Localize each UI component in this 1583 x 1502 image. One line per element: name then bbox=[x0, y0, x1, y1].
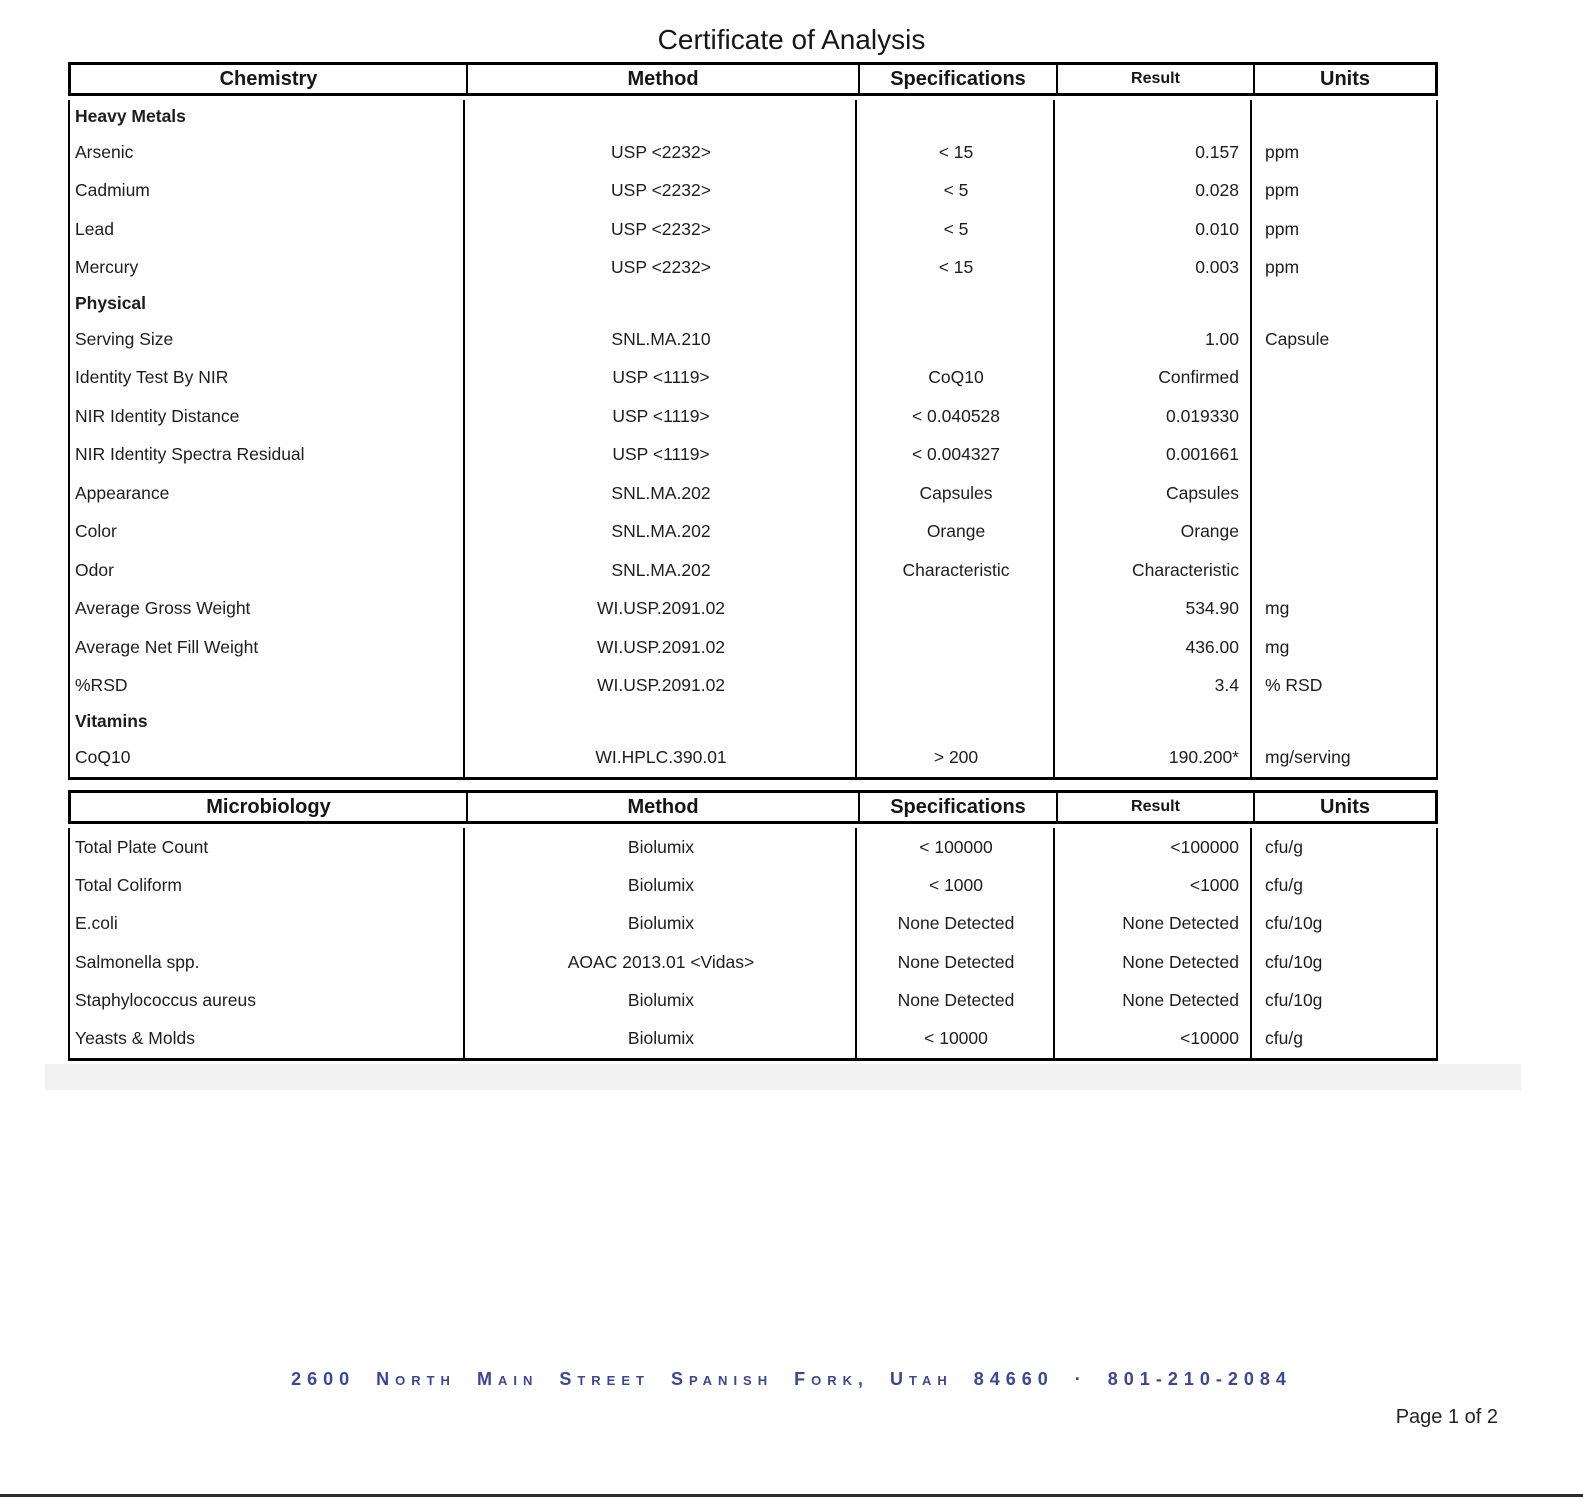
units-cell: mg bbox=[1265, 598, 1290, 619]
result-cell: 534.90 bbox=[1185, 598, 1239, 619]
column-header-specifications: Specifications bbox=[858, 793, 1056, 821]
column-header-units: Units bbox=[1253, 793, 1435, 821]
microbiology-table-body bbox=[68, 828, 1438, 1061]
spec-cell: < 5 bbox=[943, 180, 969, 201]
table-row bbox=[70, 981, 1436, 1019]
analyte-cell: Serving Size bbox=[75, 328, 174, 349]
section-row bbox=[70, 100, 1436, 133]
table-row bbox=[70, 738, 1436, 777]
table-row bbox=[70, 590, 1436, 629]
units-cell: Capsule bbox=[1265, 328, 1330, 349]
page-title: Certificate of Analysis bbox=[657, 24, 926, 55]
scan-artifact-band bbox=[45, 1064, 1521, 1090]
spec-cell: < 10000 bbox=[924, 1028, 988, 1049]
analyte-cell: Color bbox=[75, 521, 117, 542]
analyte-cell: Yeasts & Molds bbox=[75, 1028, 195, 1049]
result-cell: None Detected bbox=[1122, 913, 1239, 934]
table-row bbox=[70, 905, 1436, 943]
method-cell: Biolumix bbox=[627, 913, 695, 934]
page-number: Page 1 of 2 bbox=[1395, 1406, 1498, 1428]
analyte-cell: Salmonella spp. bbox=[75, 951, 200, 972]
section-label: Vitamins bbox=[75, 711, 148, 731]
analyte-cell: Cadmium bbox=[75, 180, 150, 201]
analyte-cell: %RSD bbox=[75, 675, 128, 696]
table-row bbox=[70, 172, 1436, 211]
result-cell: Capsules bbox=[1166, 482, 1239, 503]
units-cell: cfu/10g bbox=[1265, 989, 1323, 1010]
method-cell: USP <2232> bbox=[611, 141, 711, 162]
column-header-result: Result bbox=[1056, 793, 1253, 821]
spec-cell: Capsules bbox=[919, 482, 993, 503]
result-cell: <1000 bbox=[1189, 874, 1239, 895]
table-row bbox=[70, 359, 1436, 398]
method-cell: SNL.MA.202 bbox=[611, 482, 711, 503]
column-header-method: Method bbox=[466, 65, 858, 93]
analyte-cell: Average Gross Weight bbox=[75, 598, 251, 619]
column-divider bbox=[1250, 100, 1252, 777]
column-divider bbox=[855, 828, 857, 1058]
method-cell: Biolumix bbox=[627, 836, 695, 857]
table-row bbox=[70, 320, 1436, 359]
result-cell: Orange bbox=[1180, 521, 1239, 542]
units-cell: cfu/g bbox=[1265, 1028, 1303, 1049]
method-cell: WI.HPLC.390.01 bbox=[595, 746, 727, 767]
units-cell: % RSD bbox=[1265, 675, 1323, 696]
units-cell: cfu/10g bbox=[1265, 951, 1323, 972]
method-cell: WI.USP.2091.02 bbox=[596, 675, 726, 696]
company-address: 2600 North Main Street Spanish Fork, Utah 84660 · 801-210-2084 bbox=[291, 1369, 1292, 1389]
analyte-cell: CoQ10 bbox=[75, 746, 131, 767]
spec-cell: < 100000 bbox=[919, 836, 993, 857]
analyte-cell: Total Plate Count bbox=[75, 836, 209, 857]
method-cell: Biolumix bbox=[627, 874, 695, 895]
method-cell: USP <1119> bbox=[612, 444, 710, 465]
chemistry-table bbox=[68, 62, 1438, 780]
result-cell: 0.010 bbox=[1195, 218, 1239, 239]
spec-cell: None Detected bbox=[897, 951, 1015, 972]
table-row bbox=[70, 667, 1436, 706]
result-cell: 190.200* bbox=[1168, 746, 1239, 767]
column-divider bbox=[1053, 828, 1055, 1058]
units-cell: cfu/g bbox=[1265, 874, 1303, 895]
spec-cell: None Detected bbox=[897, 989, 1015, 1010]
analyte-cell: Appearance bbox=[75, 482, 170, 503]
analyte-cell: NIR Identity Distance bbox=[75, 405, 240, 426]
method-cell: SNL.MA.202 bbox=[611, 521, 711, 542]
result-cell: None Detected bbox=[1122, 989, 1239, 1010]
column-divider bbox=[855, 100, 857, 777]
table-row bbox=[70, 436, 1436, 475]
table-row bbox=[70, 249, 1436, 288]
table-row bbox=[70, 397, 1436, 436]
result-cell: <100000 bbox=[1170, 836, 1239, 857]
analyte-cell: Staphylococcus aureus bbox=[75, 989, 256, 1010]
method-cell: USP <2232> bbox=[611, 180, 711, 201]
units-cell: ppm bbox=[1265, 257, 1300, 278]
analyte-cell: Total Coliform bbox=[75, 874, 182, 895]
column-header-result: Result bbox=[1056, 65, 1253, 93]
units-cell: ppm bbox=[1265, 180, 1300, 201]
chemistry-table-body bbox=[68, 100, 1438, 780]
analyte-cell: Mercury bbox=[75, 257, 139, 278]
chemistry-table-header bbox=[68, 62, 1438, 96]
table-row bbox=[70, 513, 1436, 552]
result-cell: 0.157 bbox=[1195, 141, 1239, 162]
method-cell: WI.USP.2091.02 bbox=[596, 598, 726, 619]
spec-cell: < 0.004327 bbox=[911, 444, 1001, 465]
method-cell: Biolumix bbox=[627, 1028, 695, 1049]
table-row bbox=[70, 866, 1436, 904]
result-cell: 3.4 bbox=[1214, 675, 1239, 696]
result-cell: 1.00 bbox=[1204, 328, 1239, 349]
spec-cell: < 5 bbox=[943, 218, 969, 239]
result-cell: 0.001661 bbox=[1166, 444, 1239, 465]
column-header-method: Method bbox=[466, 793, 858, 821]
section-label: Physical bbox=[75, 293, 147, 313]
spec-cell: None Detected bbox=[897, 913, 1015, 934]
analyte-cell: E.coli bbox=[75, 913, 118, 934]
table-row bbox=[70, 943, 1436, 981]
table-row bbox=[70, 551, 1436, 590]
result-cell: 0.028 bbox=[1195, 180, 1239, 201]
method-cell: Biolumix bbox=[627, 989, 695, 1010]
result-cell: <10000 bbox=[1180, 1028, 1239, 1049]
method-cell: SNL.MA.210 bbox=[611, 328, 711, 349]
table-row bbox=[70, 828, 1436, 866]
result-cell: Confirmed bbox=[1158, 367, 1239, 388]
method-cell: WI.USP.2091.02 bbox=[596, 636, 726, 657]
column-header-units: Units bbox=[1253, 65, 1435, 93]
method-cell: USP <1119> bbox=[612, 405, 710, 426]
analyte-cell: Average Net Fill Weight bbox=[75, 636, 259, 657]
column-divider bbox=[1053, 100, 1055, 777]
method-cell: USP <2232> bbox=[611, 218, 711, 239]
column-header-specifications: Specifications bbox=[858, 65, 1056, 93]
result-cell: 0.003 bbox=[1195, 257, 1239, 278]
analyte-cell: NIR Identity Spectra Residual bbox=[75, 444, 305, 465]
result-cell: None Detected bbox=[1122, 951, 1239, 972]
units-cell: mg bbox=[1265, 636, 1290, 657]
table-row bbox=[70, 210, 1436, 249]
microbiology-table-header bbox=[68, 790, 1438, 824]
spec-cell: Characteristic bbox=[902, 559, 1010, 580]
bottom-divider bbox=[0, 1494, 1583, 1497]
section-label: Heavy Metals bbox=[75, 106, 186, 126]
method-cell: AOAC 2013.01 <Vidas> bbox=[567, 951, 755, 972]
column-divider bbox=[1250, 828, 1252, 1058]
method-cell: USP <2232> bbox=[611, 257, 711, 278]
spec-cell: CoQ10 bbox=[928, 367, 984, 388]
spec-cell: > 200 bbox=[933, 746, 979, 767]
units-cell: ppm bbox=[1265, 141, 1300, 162]
analyte-cell: Identity Test By NIR bbox=[75, 367, 229, 388]
analyte-cell: Lead bbox=[75, 218, 114, 239]
column-divider bbox=[463, 100, 465, 777]
section-row bbox=[70, 287, 1436, 320]
spec-cell: Orange bbox=[926, 521, 986, 542]
table-row bbox=[70, 474, 1436, 513]
microbiology-table bbox=[68, 790, 1438, 1061]
units-cell: mg/serving bbox=[1265, 746, 1351, 767]
analyte-cell: Arsenic bbox=[75, 141, 134, 162]
section-row bbox=[70, 705, 1436, 738]
units-cell: ppm bbox=[1265, 218, 1300, 239]
result-cell: 436.00 bbox=[1185, 636, 1239, 657]
method-cell: USP <1119> bbox=[612, 367, 710, 388]
units-cell: cfu/10g bbox=[1265, 913, 1323, 934]
table-row bbox=[70, 628, 1436, 667]
column-divider bbox=[463, 828, 465, 1058]
column-header-chemistry: Chemistry bbox=[219, 67, 318, 90]
method-cell: SNL.MA.202 bbox=[611, 559, 711, 580]
spec-cell: < 15 bbox=[938, 257, 974, 278]
table-row bbox=[70, 133, 1436, 172]
column-header-microbiology: Microbiology bbox=[206, 795, 331, 818]
analyte-cell: Odor bbox=[75, 559, 114, 580]
result-cell: Characteristic bbox=[1132, 559, 1239, 580]
spec-cell: < 1000 bbox=[928, 874, 983, 895]
table-row bbox=[70, 1019, 1436, 1057]
result-cell: 0.019330 bbox=[1166, 405, 1239, 426]
spec-cell: < 0.040528 bbox=[911, 405, 1001, 426]
units-cell: cfu/g bbox=[1265, 836, 1303, 857]
spec-cell: < 15 bbox=[938, 141, 974, 162]
